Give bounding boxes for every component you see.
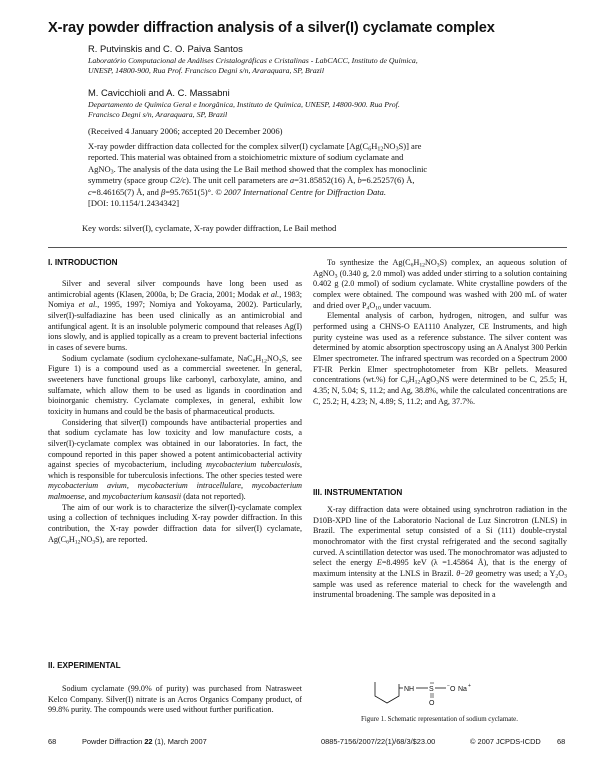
paper-title: X-ray powder diffraction analysis of a silver(I) cyclamate complex xyxy=(48,20,495,36)
top-divider xyxy=(48,247,567,248)
abstract-line-2: reported. This material was obtained from a stoichiometric mixture of sodium cyclamate and xyxy=(88,152,404,163)
footer-journal-citation: Powder Diffraction 22 (1), March 2007 xyxy=(82,737,207,746)
affiliation-1-line-1: Laboratório Computacional de Análises Cristalográficas e Cristalinas - LabCACC, Instituto de Química, xyxy=(88,56,418,65)
oxygen-bottom-label: O xyxy=(429,700,435,707)
section-heading-introduction: I. INTRODUCTION xyxy=(48,258,118,267)
section-heading-instrumentation: III. INSTRUMENTATION xyxy=(313,488,403,497)
sulfur-label: S xyxy=(429,686,434,693)
affiliation-1 xyxy=(88,56,568,77)
abstract-line-1: X-ray powder diffraction data collected for the complex silver(I) cyclamate $[Ag(C_6H_{12}NO_3S)]$ are xyxy=(88,141,422,153)
affiliation-1-line-2: UNESP, 14800-900, Rua Prof. Francisco Degni s/n, Araraquara, SP, Brazil xyxy=(88,66,325,76)
doi: [DOI: 10.1154/1.2434342] xyxy=(88,198,180,209)
intro-paragraph-3: Considering that silver(I) compounds have antibacterial properties and that sodium cyclamate has low toxicity and low manufacture costs, a silver(I)-cyclamate complex was obtained in our laboratories. In fact, the compound reported in this paper showed a potent antimicobacterial activity against species of mycobacterium, including mycobacterium tuberculosis, which is responsible for tuberculosis infections. The other species tested were mycobacterium avium, mycobacterium intracellulare, mycobacterium malmoense, and mycobacterium kansasii (data not reported). xyxy=(48,417,303,502)
experimental-body xyxy=(48,684,302,716)
author-line-1: R. Putvinskis and C. O. Paiva Santos xyxy=(88,43,243,54)
footer-page-number-right: 68 xyxy=(557,737,566,746)
cyclohexane-ring xyxy=(375,682,399,703)
affiliation-2-line-2: Francisco Degni s/n, Araraquara, SP, Brazil xyxy=(88,110,228,120)
oxygen-anion-label: O xyxy=(450,686,456,693)
experimental-paragraph-1: Sodium cyclamate (99.0% of purity) was purchased from Natrasweet Kelco Company. Silver(I) nitrate is an Acros Organics Company product, of 99.8% purity. The compounds were used without further purification. xyxy=(48,684,302,715)
minus-charge: − xyxy=(447,683,450,689)
footer-copyright: © 2007 JCPDS-ICDD xyxy=(470,737,541,746)
abstract-line-4: symmetry (space group C2/c). The unit cell parameters are a=31.85852(16) Å, b=6.25257(6) Å, xyxy=(88,175,415,186)
instrumentation-paragraph: X-ray diffraction data were obtained using synchrotron radiation in the D10B-XPD line of the Laboratorio Nacional de Luz Sincrotron (LNLS) in Brazil. The experimental setup consisted of a Si (111) double-crystal monochromator with the first crystal refrigerated and the second sagitally curved. A scintillation detector was used. The monochromator was adjusted to select the energy E=8.4995 keV (λ =1.45864 Å), that is the energy of maximum intensity at the LNLS in Brazil. θ−2θ geometry was used; a $Y_2O_3$ sample was used as reference material to check for the wavelength and instrumental broadening. The sample was deposited in a xyxy=(313,505,567,600)
keywords: Key words: silver(I), cyclamate, X-ray powder diffraction, Le Bail method xyxy=(82,223,337,233)
affiliation-2-line-1: Departamento de Química Geral e Inorgânica, Instituto de Química, UNESP, 14800-900. Rua Prof. xyxy=(88,100,400,109)
nh-label: NH xyxy=(404,686,415,693)
elemental-analysis-paragraph: Elemental analysis of carbon, hydrogen, nitrogen, and sulfur was performed using a CHNS-O EA1110 Analyzer, CE Instruments, and high purity cysteine was used as a reference substance. The silver content was determined by atomic absorption spectroscopy using an A Analyst 300 Perkin Elmer spectrometer. The infrared spectrum was recorded on a Spectrum 2000 FT-IR Perkin Elmer spectrophotometer from KBr pellets. Measured concentrations (wt.%) for $C_6H_{12}AgO_3NS$ were determined to be C, 25.5; H, 4.35; N, 5.04; S, 11.2; and Ag, 38.8%, while the calculated concentrations are C, 25.2; H, 4.23; N, 4.89; S, 11.2; and Ag, 37.7%. xyxy=(313,311,567,406)
intro-paragraph-4: The aim of our work is to characterize the silver(I)-cyclamate complex using a collection of techniques including X-ray powder diffraction. In this contribution, the X-ray powder diffraction data for silver(I) cyclamate, $Ag(C_6H_{12}NO_3S)$, are reported. xyxy=(48,502,302,546)
affiliation-2 xyxy=(88,100,568,121)
footer-article-code: 0885-7156/2007/22(1)/68/3/$23.00 xyxy=(321,737,436,746)
author-line-2: M. Cavicchioli and A. C. Massabni xyxy=(88,87,230,98)
abstract-line-5: c=8.46165(7) Å, and β=95.7651(5)°. © 2007 International Centre for Diffraction Data. xyxy=(88,186,386,197)
section-heading-experimental: II. EXPERIMENTAL xyxy=(48,661,121,670)
instrumentation-body xyxy=(313,505,567,601)
intro-paragraph-2: Sodium cyclamate (sodium cyclohexane-sulfamate, $NaC_6H_{12}NO_3S$, see Figure 1) is a compound used as a commercial sweetener. In general, sweeteners have functional groups like carbonyl, carboxylate, amino, and sulfamate, which allow them to be used as ligands in coordination and bioinorganic chemistry. Cyclamate complexes, in general, exhibit low toxicity in humans and could be the basis of pharmaceutical products. xyxy=(48,353,302,416)
left-column-body xyxy=(48,279,302,545)
intro-paragraph-1: Silver and several silver compounds have long been used as antimicrobial agents (Klasen, 2000a, b; De Gracia, 2001; Modak et al., 1983; Nomiya et al., 1995, 1997; Nomiya and Yokoyama, 2002). Particularly, silver(I)-sulfadiazine has been used clinically as an antimicrobial and antifungical agent. It is an insoluble polymeric compound that releases Ag(I) ions slowly, and is applied topically as a cream to prevent bacterial infections in cases of severe burns. xyxy=(48,279,303,352)
received-dates: (Received 4 January 2006; accepted 20 December 2006) xyxy=(88,126,283,136)
sodium-label: Na xyxy=(458,686,467,693)
plus-charge: + xyxy=(468,683,471,689)
footer-page-number-left: 68 xyxy=(48,737,57,746)
figure-1-caption: Figure 1. Schematic representation of sodium cyclamate. xyxy=(361,716,518,723)
synthesis-paragraph: To synthesize the $Ag(C_6H_{12}NO_3S)$ complex, an aqueous solution of AgNO$_3$ (0.340 g, 2.0 mmol) was added under stirring to a solution containing 0.402 g (2.0 mmol) of sodium cyclamate. White crystalline powders of the complex were obtained. The compound was washed with 200 mL of water and dried over $P_4O_{10}$ under vacuum. xyxy=(313,258,567,312)
abstract xyxy=(88,141,568,209)
right-column-body-top xyxy=(313,258,567,407)
abstract-line-3: AgNO$_3$. The analysis of the data using the Le Bail method showed that the complex has monoclinic xyxy=(88,163,428,176)
